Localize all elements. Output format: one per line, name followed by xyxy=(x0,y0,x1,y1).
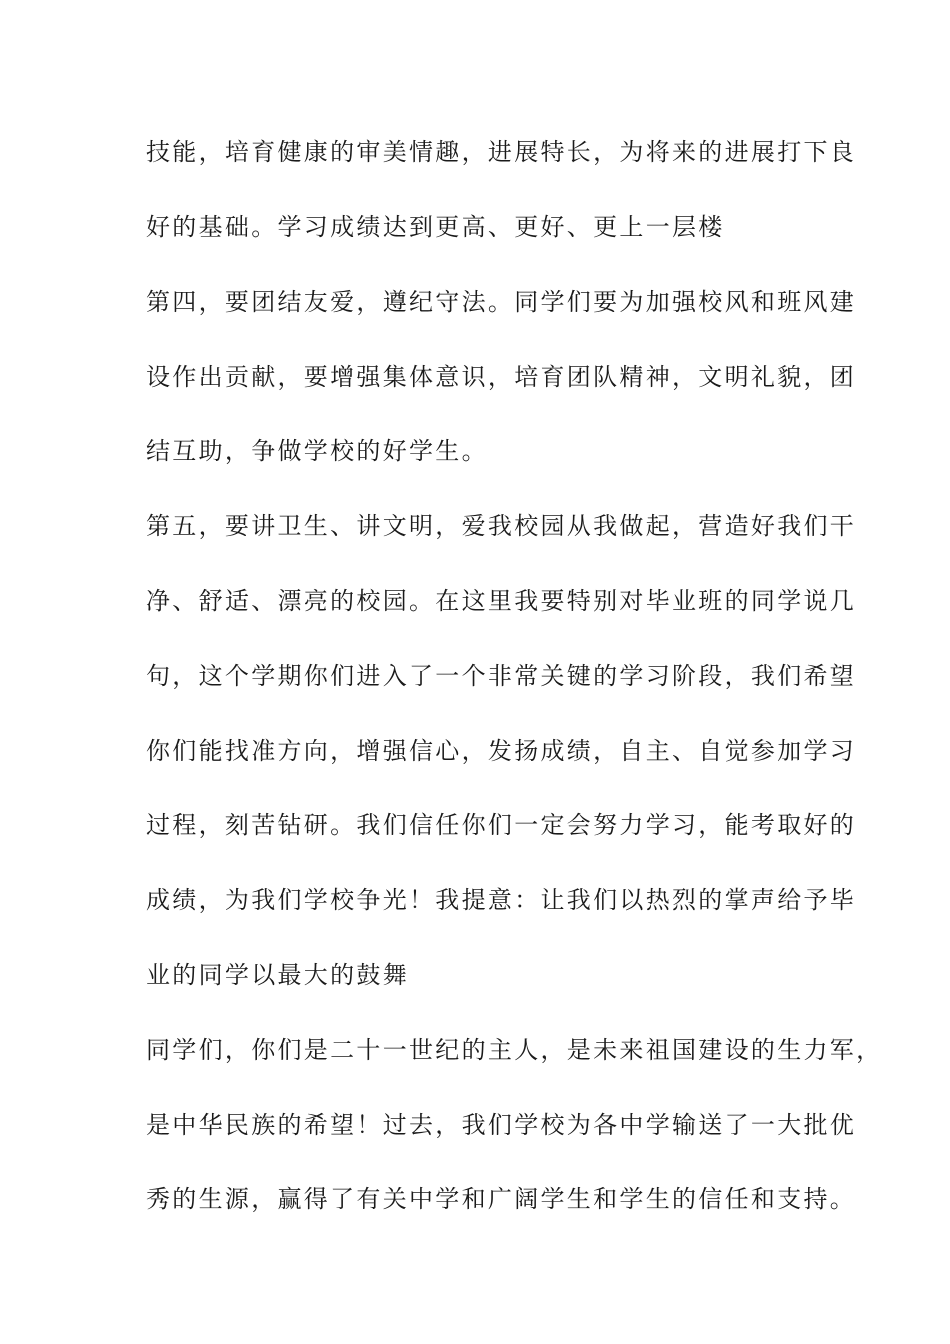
text-line: 成绩，为我们学校争光！我提意：让我们以热烈的掌声给予毕 xyxy=(146,886,857,914)
text-line: 设作出贡献，要增强集体意识，培育团队精神，文明礼貌，团 xyxy=(146,363,857,391)
text-line: 结互助，争做学校的好学生。 xyxy=(146,437,488,465)
text-line: 过程，刻苦钻研。我们信任你们一定会努力学习，能考取好的 xyxy=(146,811,857,839)
text-line: 净、舒适、漂亮的校园。在这里我要特别对毕业班的同学说几 xyxy=(146,587,857,615)
text-line: 同学们，你们是二十一世纪的主人，是未来祖国建设的生力军， xyxy=(146,1036,883,1064)
text-line: 第五，要讲卫生、讲文明，爱我校园从我做起，营造好我们干 xyxy=(146,512,857,540)
text-line: 秀的生源，赢得了有关中学和广阔学生和学生的信任和支持。 xyxy=(146,1185,857,1213)
text-line: 句，这个学期你们进入了一个非常关键的学习阶段，我们希望 xyxy=(146,662,857,690)
text-line: 技能，培育健康的审美情趣，进展特长，为将来的进展打下良 xyxy=(146,138,857,166)
text-line: 第四，要团结友爱，遵纪守法。同学们要为加强校风和班风建 xyxy=(146,288,857,316)
text-line: 好的基础。学习成绩达到更高、更好、更上一层楼 xyxy=(146,213,725,241)
text-line: 你们能找准方向，增强信心，发扬成绩，自主、自觉参加学习 xyxy=(146,737,857,765)
text-line: 业的同学以最大的鼓舞 xyxy=(146,961,409,989)
text-line: 是中华民族的希望！过去，我们学校为各中学输送了一大批优 xyxy=(146,1111,857,1139)
